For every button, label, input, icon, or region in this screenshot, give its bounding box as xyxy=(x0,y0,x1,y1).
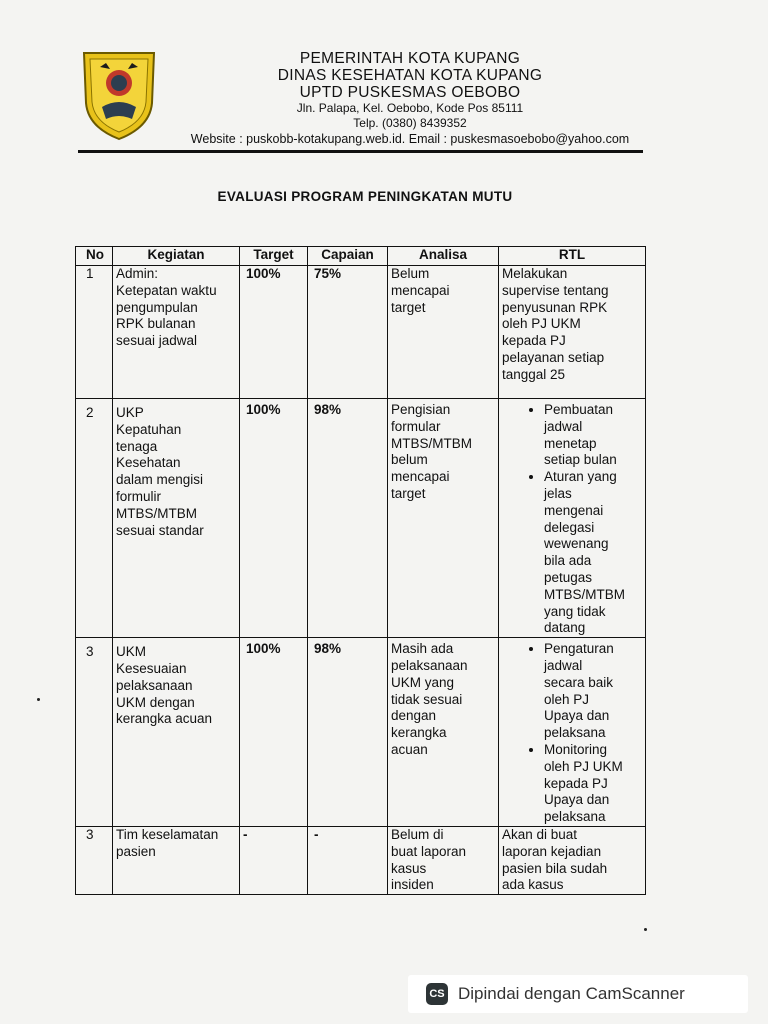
cell-analisa xyxy=(388,638,499,827)
header-analisa: Analisa xyxy=(388,247,499,266)
kegiatan-text: UKP Kepatuhan tenaga Kesehatan dalam mengisi formulir MTBS/MTBM sesuai standar xyxy=(116,405,204,538)
letterhead-unit: UPTD PUSKESMAS OEBOBO xyxy=(299,84,521,101)
cell-analisa xyxy=(388,266,499,399)
analisa-text: Belum di buat laporan kasus insiden xyxy=(391,826,467,893)
letterhead xyxy=(165,50,655,147)
cell-no: 1 xyxy=(76,266,113,399)
rtl-text: Melakukan supervise tentang penyusunan RPK oleh PJ UKM kepada PJ pelayanan setiap tanggal 25 xyxy=(502,266,609,382)
cell-kegiatan xyxy=(113,399,240,638)
cell-no: 3 xyxy=(76,638,113,827)
cell-rtl xyxy=(499,266,646,399)
camscanner-icon: CS xyxy=(426,983,448,1005)
cell-capaian: 75% xyxy=(308,266,388,399)
table-row xyxy=(76,399,646,638)
header-no: No xyxy=(76,247,113,266)
cell-analisa xyxy=(388,399,499,638)
cell-capaian: 98% xyxy=(308,638,388,827)
letterhead-address: Jln. Palapa, Kel. Oebobo, Kode Pos 85111 xyxy=(296,101,524,115)
rtl-bullet-list xyxy=(502,641,642,826)
rtl-text: Akan di buat laporan kejadian pasien bila sudah ada kasus xyxy=(502,826,608,893)
cell-kegiatan xyxy=(113,826,240,894)
analisa-text: Belum mencapai target xyxy=(391,266,450,315)
cell-no: 2 xyxy=(76,399,113,638)
letterhead-department: DINAS KESEHATAN KOTA KUPANG xyxy=(277,67,543,84)
letterhead-divider xyxy=(78,150,643,153)
cell-no: 3 xyxy=(76,826,113,894)
scan-speck xyxy=(37,698,40,701)
table-header-row xyxy=(76,247,646,266)
rtl-bullet-item: • Monitoring oleh PJ UKM kepada PJ Upaya dan pelaksana xyxy=(544,742,642,826)
letterhead-contact: Website : puskobb-kotakupang.web.id. Email : puskesmasoebobo@yahoo.com xyxy=(190,132,630,146)
rtl-bullet-list xyxy=(502,402,642,637)
evaluation-table xyxy=(75,246,646,895)
cell-rtl xyxy=(499,399,646,638)
table-row xyxy=(76,638,646,827)
cell-rtl xyxy=(499,826,646,894)
cell-kegiatan xyxy=(113,266,240,399)
kegiatan-text: Admin: Ketepatan waktu pengumpulan RPK bulanan sesuai jadwal xyxy=(116,266,217,349)
cell-target: 100% xyxy=(240,638,308,827)
letterhead-phone: Telp. (0380) 8439352 xyxy=(353,116,467,130)
header-target: Target xyxy=(240,247,308,266)
document-title: EVALUASI PROGRAM PENINGKATAN MUTU xyxy=(217,189,513,204)
cell-target: 100% xyxy=(240,399,308,638)
analisa-text: Pengisian formular MTBS/MTBM belum mencapai target xyxy=(391,402,472,501)
header-kegiatan: Kegiatan xyxy=(113,247,240,266)
kupang-city-crest-icon xyxy=(80,47,158,143)
table-row xyxy=(76,826,646,894)
cell-rtl xyxy=(499,638,646,827)
cell-kegiatan xyxy=(113,638,240,827)
header-rtl: RTL xyxy=(499,247,646,266)
camscanner-text: Dipindai dengan CamScanner xyxy=(458,984,685,1003)
letterhead-government: PEMERINTAH KOTA KUPANG xyxy=(299,50,521,67)
rtl-bullet-item: • Aturan yang jelas mengenai delegasi wewenang bila ada petugas MTBS/MTBM yang tidak datang xyxy=(544,469,642,637)
cell-target: 100% xyxy=(240,266,308,399)
cell-analisa xyxy=(388,826,499,894)
analisa-text: Masih ada pelaksanaan UKM yang tidak sesuai dengan kerangka acuan xyxy=(391,641,468,757)
cell-capaian: 98% xyxy=(308,399,388,638)
camscanner-watermark xyxy=(408,975,748,1013)
rtl-bullet-item: • Pengaturan jadwal secara baik oleh PJ Upaya dan pelaksana xyxy=(544,641,642,742)
scan-speck xyxy=(644,928,647,931)
header-capaian: Capaian xyxy=(308,247,388,266)
kegiatan-text: Tim keselamatan pasien xyxy=(116,826,219,859)
table-row xyxy=(76,266,646,399)
kegiatan-text: UKM Kesesuaian pelaksanaan UKM dengan kerangka acuan xyxy=(116,644,213,727)
cell-target: - xyxy=(240,826,308,894)
cell-capaian: - xyxy=(308,826,388,894)
rtl-bullet-item: • Pembuatan jadwal menetap setiap bulan xyxy=(544,402,642,469)
